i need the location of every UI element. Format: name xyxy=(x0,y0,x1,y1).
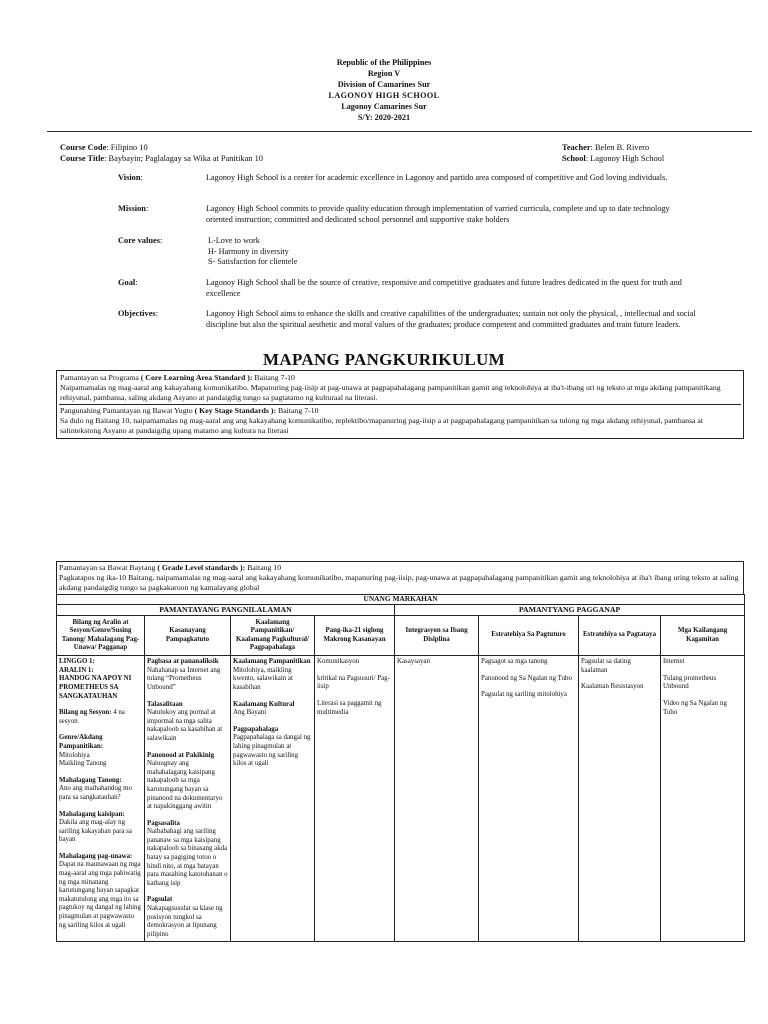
col-header-aralin: Bilang ng Aralin at Sesyon/Genre/Susing Tanong/ Mahalagang Pag-Unawa/ Pagganap xyxy=(57,616,145,656)
performance-standard-header: PAMANTYANG PAGGANAP xyxy=(395,604,745,616)
quarter-header: UNANG MARKAHAN xyxy=(57,595,745,605)
teacher-label: Teacher xyxy=(562,143,591,152)
cell-kasanayan: Pagbasa at pananaliksik Nahahanap sa Internet ang tulang “Prometheus Unbound” Talasalitaan Natutukoy ang pormal at impormal na mga salita nakapaloob sa kasabihan at salawikain Panonood at Pakikinig Naiuugnay ang mahahalagang kaisipang nakapaloob sa mga karunungang bayan sa pinanood na dokumentaryo at napakinggang awitin Pagsasalita Naibabahagi ang sariling pananaw sa mga kaisipang nakapaloob sa binasang akda batay sa pagiging totoo o hindi nito, at mga batayan para masabing katotohanan o kathang isip Pagsulat Nakapagsusulat sa klase ng posisyon tungkol sa demokrasyon at lipunang pilipino xyxy=(145,656,231,942)
cell-kaalaman: Kaalamang Pampanitikan Mitolohiya, maikling kwento, salawikain at kasabihan Kaalamang Kultural Ang Bayani Pagpapahalaga Pagpapahalaga sa dangal ng lahing pinagmulan at pagwawasto ng sariling kilos at ugali xyxy=(231,656,315,942)
col-header-makrong-kasanayan: Pang-ika-21 siglong Makrong Kasanayan xyxy=(315,616,395,656)
page-title: MAPANG PANGKURIKULUM xyxy=(263,350,505,369)
core-value-l: L-Love to work xyxy=(208,236,260,245)
mission-label: Mission: xyxy=(118,204,149,213)
header-line-4: LAGONOY HIGH SCHOOL xyxy=(328,91,440,100)
school-row xyxy=(562,153,664,164)
core-value-h: H- Harmony in diversity xyxy=(208,246,289,256)
content-standard-header: PAMANTAYANG PANGNILALAMAN xyxy=(57,604,395,616)
keystage-standard-text: Sa dulo ng Baitang 10, naipamamalas ng mag-aaral ang ang kakayahang komunikatibo, replektibo/mapanuring pag-iisip a at pagpapahalagang pampanitikan sa tulong ng mga akdang rehiyunal, pambansa at salintekstong Asyano at pandaigdig upang matamo ang kultura na literasi xyxy=(60,416,704,435)
cell-estratehiya-pagtataya: Pagsulat sa dating kaalaman Kaalaman Resistasyon xyxy=(579,656,661,942)
header-line-2: Region V xyxy=(367,69,401,78)
grade-level-box: Pamantayan sa Bawat Baytang ( Grade Level standards ): Baitang 10 Pagkatapos ng ika-10 Baitang, naipamamalas ng mag-aaral ang kakayahang komunikatibo, mapanuring pag-iisip, pag-unawa at pagpapahalagang pampanitikan gamit ang teknolohiya at iba't ibang uring teksto at saling akdang pandaigdig tungo sa pagkakaroon ng kamalayang global xyxy=(56,561,744,594)
program-standard: Pamantayan sa Programa ( Core Learning Area Standard ): Baitang 7-10 Naipamamalas ng mag-aaral ang kakayahang komunikatibo. Mapanuring pag-iisip at pag-unawa at pagpapahalagang pampanitikan gamit ang teknolohiya at iba't-ibang uri ng teksto at mga akdang pampanitikang rehiyunal, pambansa, saling akdang Asyano at pandaigdig tungo sa pagtatamo ng kulturaal na literasi. xyxy=(59,372,741,405)
col-header-kaalaman: Kaalamang Pampanitikan/ Kaalamang Pagkultural/ Pagpapahalaga xyxy=(231,616,315,656)
col-header-kagamitan: Mga Kailangang Kagamitan xyxy=(661,616,745,656)
program-standard-text: Naipamamalas ng mag-aaral ang kakayahang komunikatibo. Mapanuring pag-iisip at pag-unawa at pagpapahalagang pampanitikan gamit ang teknolohiya at iba't-ibang uri ng teksto at mga akdang pampanitikang rehiyunal, pambansa, saling akdang Asyano at pandaigdig tungo sa pagtatamo ng kulturaal na literasi. xyxy=(60,383,721,402)
col-header-estratehiya-pagtataya: Estratehiya sa Pagtataya xyxy=(579,616,661,656)
course-title-label: Course Title xyxy=(60,154,105,163)
school-label: School xyxy=(562,154,586,163)
keystage-standard: Pangunahing Pamantayan ng Bawat Yugto ( Key Stage Standards ): Baitang 7-10 Sa dulo ng Baitang 10, naipamamalas ng mag-aaral ang ang kakayahang komunikatibo, replektibo/mapanuring pag-iisip a at pagpapahalagang pampanitikan sa tulong ng mga akdang rehiyunal, pambansa at salintekstong Asyano at pandaigdig upang matamo ang kultura na literasi xyxy=(59,405,741,437)
course-code-label: Course Code xyxy=(60,143,107,152)
teacher-value: : Belen B. Rivero xyxy=(590,143,650,152)
core-values-label: Core values: xyxy=(118,236,163,245)
col-header-estratehiya-pagtuturo: Estratehiya Sa Pagtuturo xyxy=(479,616,579,656)
course-title-value: : Baybayin; Paglalagay sa Wika at Panitikan 10 xyxy=(104,154,263,163)
header-line-5: Lagonoy Camarines Sur xyxy=(341,102,427,111)
grade-level-text: Pagkatapos ng ika-10 Baitang, naipamamalas ng mag-aaral ang kakayahang komunikatibo, mapanuring pag-iisip, pag-unawa at pagpapahalagang pampanitikan gamit ang teknolohiya at iba't ibang uring teksto at saling akdang pandaigdig tungo sa pagkakaroon ng kamalayang global xyxy=(59,573,739,592)
header-line-6: S/Y: 2020-2021 xyxy=(357,113,411,122)
course-code-value: : Filipino 10 xyxy=(106,143,148,152)
vision-text: Lagonoy High School is a center for academic excellence in Lagonoy and partido area composed of competitive and God loving individuals. xyxy=(206,173,668,182)
school-header xyxy=(0,57,768,123)
col-header-kasanayan: Kasanayang Pampagkatuto xyxy=(145,616,231,656)
header-divider xyxy=(47,131,752,132)
standards-box xyxy=(56,370,744,439)
cell-integrasyon: Kasaysayan xyxy=(395,656,479,942)
teacher-row xyxy=(562,142,649,153)
school-value: : Lagonoy High School xyxy=(585,154,665,163)
course-code-row xyxy=(60,142,148,153)
goal-text: Lagonoy High School shall be the source of creative, responsive and competitive graduates and future leadres dedicated in the quest for truth and excellence xyxy=(206,278,682,298)
course-title-row xyxy=(60,153,263,164)
cell-makrong-kasanayan: Komunikasyon kritikal na Pagsusuri/ Pag-iisip Literasi sa paggamit ng multimedia xyxy=(315,656,395,942)
core-value-s: S- Satisfaction for clientele xyxy=(208,257,298,266)
col-header-integrasyon: Integrasyon sa Ibang Disiplina xyxy=(395,616,479,656)
objectives-label: Objectives: xyxy=(118,309,159,318)
vision-label: Vision: xyxy=(118,173,143,182)
cell-aralin: LINGGO 1: ARALIN 1: HANDOG NA APOY NI PROMETHEUS SA SANGKATAUHAN Bilang ng Sesyon: 4 na sesyon Genre/Akdang Pampanitikan: Mitolohiya Maikling Tanong Mahalagang Tanong: Ano ang maihahandog mo para sa sangkatauhan? Mahalagang kaisipan: Dakila ang mag-alay ng sariling kakayahan para sa bayan Mahalagang pag-unawa: Dapat na maunawaan ng mga mag-aaral ang mga pahiwatig ng mga minanang karunungang bayan sapagkat makatutulong ang mga ito sa pagtukoy ng dangal ng lahing pinagmulan at pagwawasto ng sariling kilos at ugali xyxy=(57,656,145,942)
mission-text: Lagonoy High School commits to provide quality education through implementation of varried curricula, complete and up to date technology oriented instruction; committed and dedicated school personnel and supportive stake holders xyxy=(206,204,670,224)
table-row xyxy=(57,656,745,942)
goal-label: Goal: xyxy=(118,278,138,287)
cell-kagamitan: Internet Tulang prometheus Unbound Video ng Sa Ngalan ng Tubo xyxy=(661,656,745,942)
header-line-1: Republic of the Philippines xyxy=(336,58,432,67)
cell-estratehiya-pagtuturo: Pagsagot sa mga tanong Panonood ng Sa Ngalan ng Tubo Pagsulat ng sariling mitolohiya xyxy=(479,656,579,942)
objectives-text: Lagonoy High School aims to enhance the skills and creative capabilities of the undergraduates; sustain not only the physical, , intellectual and social discipline but also the spiritual aesthetic and moral values of the graduates; produce competent and committed graduates and train future leaders. xyxy=(206,309,696,329)
curriculum-table xyxy=(56,594,745,942)
header-line-3: Division of Camarines Sur xyxy=(337,80,431,89)
core-values-list xyxy=(208,236,698,268)
